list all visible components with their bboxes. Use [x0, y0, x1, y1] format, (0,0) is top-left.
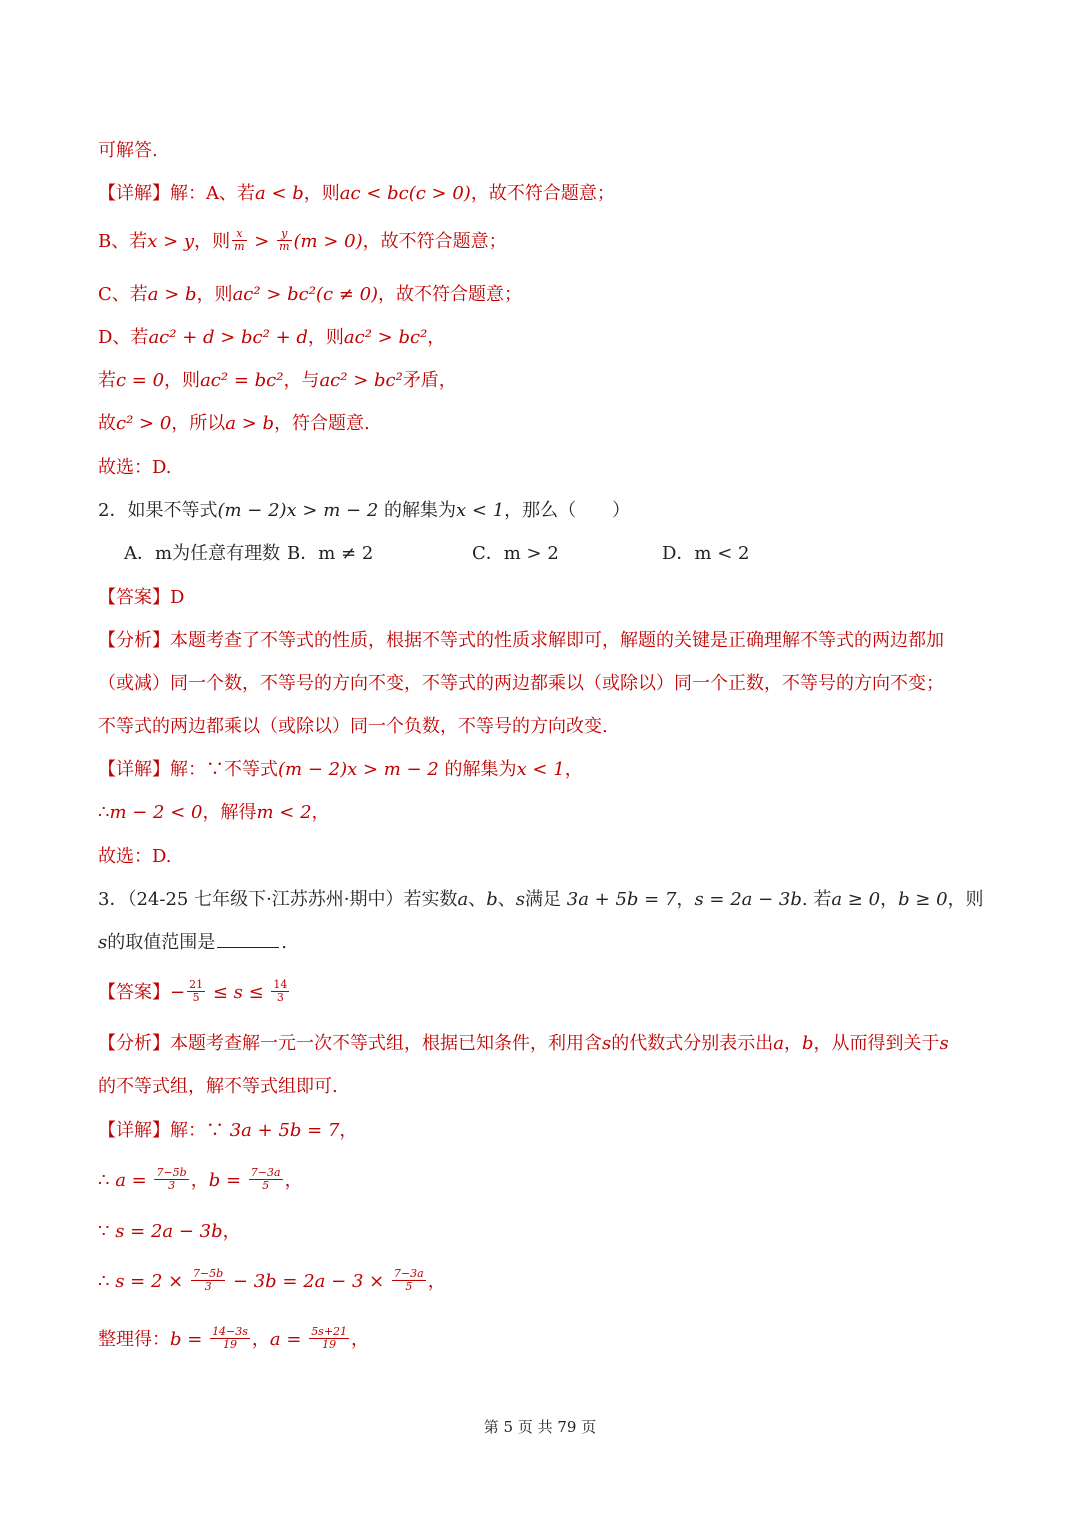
- detail-line: 【详解】解：A、若a < b，则ac < bc(c > 0)，故不符合题意；: [98, 183, 615, 204]
- answer-select: 故选：D.: [98, 846, 172, 867]
- fraction: $\frac{14-3s}{19}$: [212, 1324, 248, 1351]
- option-b: B．m ≠ 2: [287, 543, 374, 564]
- detail-line: 【详解】解：∵ 3a + 5b = 7，: [98, 1120, 358, 1141]
- detail-line: 若c = 0，则ac² = bc²，与ac² > bc²矛盾，: [98, 370, 457, 391]
- question-3-cont: s的取值范围是 .: [98, 932, 287, 953]
- detail-line: ∴ a = $\frac{7-5b}{3}$ ，b = $\frac{7-3a}{5}$ ，: [98, 1165, 303, 1192]
- detail-line: ∴m − 2 < 0，解得m < 2，: [98, 802, 330, 823]
- analysis-line: （或减）同一个数，不等号的方向不变，不等式的两边都乘以（或除以）同一个正数，不等号的方向不变；: [98, 673, 944, 694]
- answer-select: 故选：D.: [98, 457, 172, 478]
- analysis-line: 【分析】本题考查了不等式的性质，根据不等式的性质求解即可，解题的关键是正确理解不等式的两边都加: [98, 630, 944, 651]
- fraction: $\frac{x}{m}$: [234, 226, 245, 253]
- answer-line: 【答案】− $\frac{21}{5}$ ≤ s ≤ $\frac{14}{3}$: [98, 977, 288, 1004]
- fraction: $\frac{7-3a}{5}$: [393, 1266, 424, 1293]
- detail-line: D、若ac² + d > bc² + d，则ac² > bc²，: [98, 327, 446, 348]
- fraction: $\frac{7-5b}{3}$: [192, 1266, 224, 1293]
- fraction: $\frac{7-5b}{3}$: [156, 1165, 187, 1192]
- page-footer: 第 5 页 共 79 页: [483, 1418, 597, 1436]
- fraction: $\frac{7-3a}{5}$: [250, 1165, 281, 1192]
- fraction: $\frac{21}{5}$: [189, 977, 204, 1004]
- option-a: A．m为任意有理数: [124, 543, 281, 564]
- detail-line: 【详解】解：∵不等式(m − 2)x > m − 2 的解集为x < 1，: [98, 759, 583, 780]
- detail-line: C、若a > b，则ac² > bc²(c ≠ 0)，故不符合题意；: [98, 284, 523, 305]
- analysis-line: 【分析】本题考查解一元一次不等式组，根据已知条件，利用含s的代数式分别表示出a，b，从而得到关于s: [98, 1033, 949, 1054]
- option-c: C．m > 2: [472, 543, 559, 564]
- detail-line: ∵ s = 2a − 3b，: [98, 1221, 241, 1242]
- detail-line: 整理得：b = $\frac{14-3s}{19}$ ，a = $\frac{5s+21}{19}$ ，: [98, 1324, 370, 1351]
- fraction: $\frac{5s+21}{19}$: [311, 1324, 348, 1351]
- detail-line: ∴ s = 2 × $\frac{7-5b}{3}$ − 3b = 2a − 3 × $\frac{7-3a}{5}$ ，: [98, 1266, 446, 1293]
- detail-line: 故c² > 0，所以a > b，符合题意.: [98, 413, 370, 434]
- fraction: $\frac{14}{3}$: [273, 977, 288, 1004]
- text-line: 可解答.: [98, 140, 158, 161]
- question-2: 2．如果不等式(m − 2)x > m − 2 的解集为x < 1，那么（ ）: [98, 500, 631, 521]
- question-3: 3．（24-25 七年级下·江苏苏州·期中）若实数a、b、s满足 3a + 5b = 7，s = 2a − 3b. 若a ≥ 0，b ≥ 0，则: [98, 889, 984, 910]
- analysis-line: 不等式的两边都乘以（或除以）同一个负数，不等号的方向改变.: [98, 716, 608, 737]
- answer-blank[interactable]: [217, 931, 279, 948]
- detail-line: B、若x > y，则 $\frac{x}{m}$ > $\frac{y}{m}$ (m > 0)，故不符合题意；: [98, 226, 507, 253]
- fraction: $\frac{y}{m}$: [279, 226, 290, 253]
- analysis-line: 的不等式组，解不等式组即可.: [98, 1076, 338, 1097]
- answer-line: 【答案】D: [98, 587, 185, 608]
- option-d: D．m < 2: [662, 543, 750, 564]
